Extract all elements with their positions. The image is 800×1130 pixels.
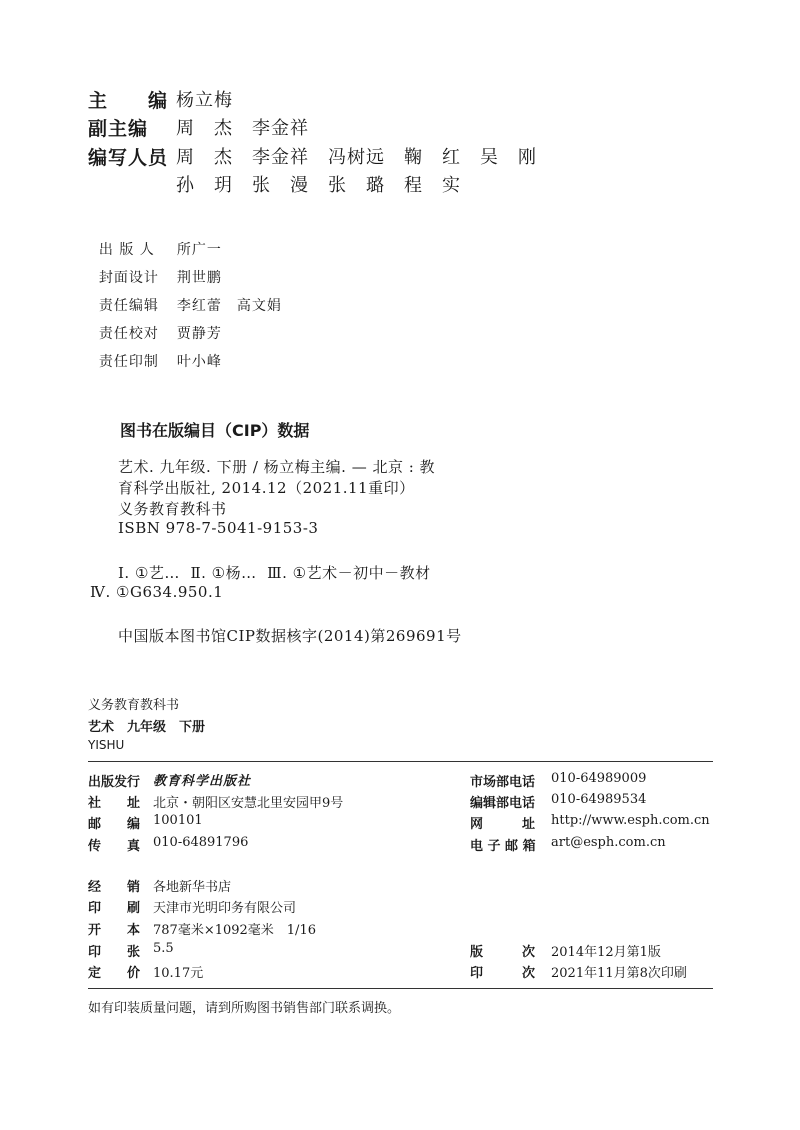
deputy-editor-label: 副主编: [88, 118, 149, 140]
cip-line-6: Ⅳ. ①G634.950.1: [90, 583, 224, 601]
writers-label: 编写人员: [88, 147, 169, 169]
book-series: 义务教育教科书: [88, 698, 180, 713]
quality-notice: 如有印装质量问题，请到所购图书销售部门联系调换。: [88, 1001, 401, 1016]
print-sheets: 5.5: [153, 941, 174, 956]
info-label: 传 真: [88, 839, 141, 854]
publisher-name: 教育科学出版社: [153, 774, 252, 789]
staff-label: 责任印制: [98, 354, 159, 370]
cip-line-5: Ⅰ. ①艺… Ⅱ. ①杨… Ⅲ. ①艺术－初中－教材: [118, 564, 431, 582]
staff-label: 出 版 人: [98, 242, 155, 258]
cip-line-1: 艺术. 九年级. 下册 / 杨立梅主编. — 北京 : 教: [118, 458, 436, 476]
staff-value: 叶小峰: [176, 354, 222, 370]
printer: 天津市光明印务有限公司: [153, 901, 297, 916]
info-label: 网 址: [470, 817, 536, 832]
chief-editor-name: 杨立梅: [176, 90, 233, 111]
info-label: 邮 编: [88, 817, 141, 832]
printing: 2021年11月第8次印刷: [551, 966, 687, 981]
staff-value: 李红蕾 高文娟: [176, 298, 282, 314]
book-pinyin: YISHU: [88, 738, 125, 752]
info-label: 电 子 邮 箱: [470, 839, 536, 854]
publisher-fax: 010-64891796: [153, 835, 249, 850]
info-label: 印 刷: [88, 901, 141, 916]
divider-bottom: [88, 988, 713, 989]
price: 10.17元: [153, 966, 204, 981]
editorial-phone: 010-64989534: [551, 792, 647, 807]
writers-line-2: 孙 玥 张 漫 张 璐 程 实: [176, 175, 461, 196]
cip-line-4: ISBN 978-7-5041-9153-3: [118, 519, 319, 537]
cip-title: 图书在版编目（CIP）数据: [120, 421, 310, 440]
cip-line-7: 中国版本图书馆CIP数据核字(2014)第269691号: [118, 627, 462, 645]
distributor: 各地新华书店: [153, 880, 232, 895]
format: 787毫米×1092毫米 1/16: [153, 923, 316, 938]
writers-line-1: 周 杰 李金祥 冯树远 鞠 红 吴 刚: [176, 147, 537, 168]
staff-label: 责任编辑: [98, 298, 159, 314]
website-link[interactable]: http://www.esph.com.cn: [551, 813, 710, 828]
cip-line-2: 育科学出版社, 2014.12（2021.11重印）: [118, 479, 415, 497]
info-label: 定 价: [88, 966, 141, 981]
info-label: 社 址: [88, 796, 141, 811]
staff-row-print-supervisor: [88, 335, 222, 371]
info-label: 编辑部电话: [470, 796, 536, 811]
staff-value: 荆世鹏: [176, 270, 222, 286]
info-label: 版 次: [470, 945, 536, 960]
edition: 2014年12月第1版: [551, 945, 661, 960]
staff-label: 封面设计: [98, 270, 159, 286]
deputy-editor-names: 周 杰 李金祥: [176, 118, 309, 139]
chief-editor-label: 主 编: [88, 90, 169, 112]
publisher-address: 北京・朝阳区安慧北里安园甲9号: [153, 796, 344, 811]
staff-label: 责任校对: [98, 326, 159, 342]
book-title: 艺术 九年级 下册: [88, 720, 206, 735]
info-label: 市场部电话: [470, 775, 536, 790]
info-label: 印 张: [88, 945, 141, 960]
divider-top: [88, 761, 713, 762]
info-label: 出版发行: [88, 775, 141, 790]
publisher-postcode: 100101: [153, 813, 203, 828]
info-label: 开 本: [88, 923, 141, 938]
staff-value: 所广一: [176, 242, 222, 258]
staff-value: 贾静芳: [176, 326, 222, 342]
info-label: 印 次: [470, 966, 536, 981]
email-link[interactable]: art@esph.com.cn: [551, 835, 666, 850]
marketing-phone: 010-64989009: [551, 771, 647, 786]
cip-line-3: 义务教育教科书: [118, 500, 227, 518]
info-label: 经 销: [88, 880, 141, 895]
